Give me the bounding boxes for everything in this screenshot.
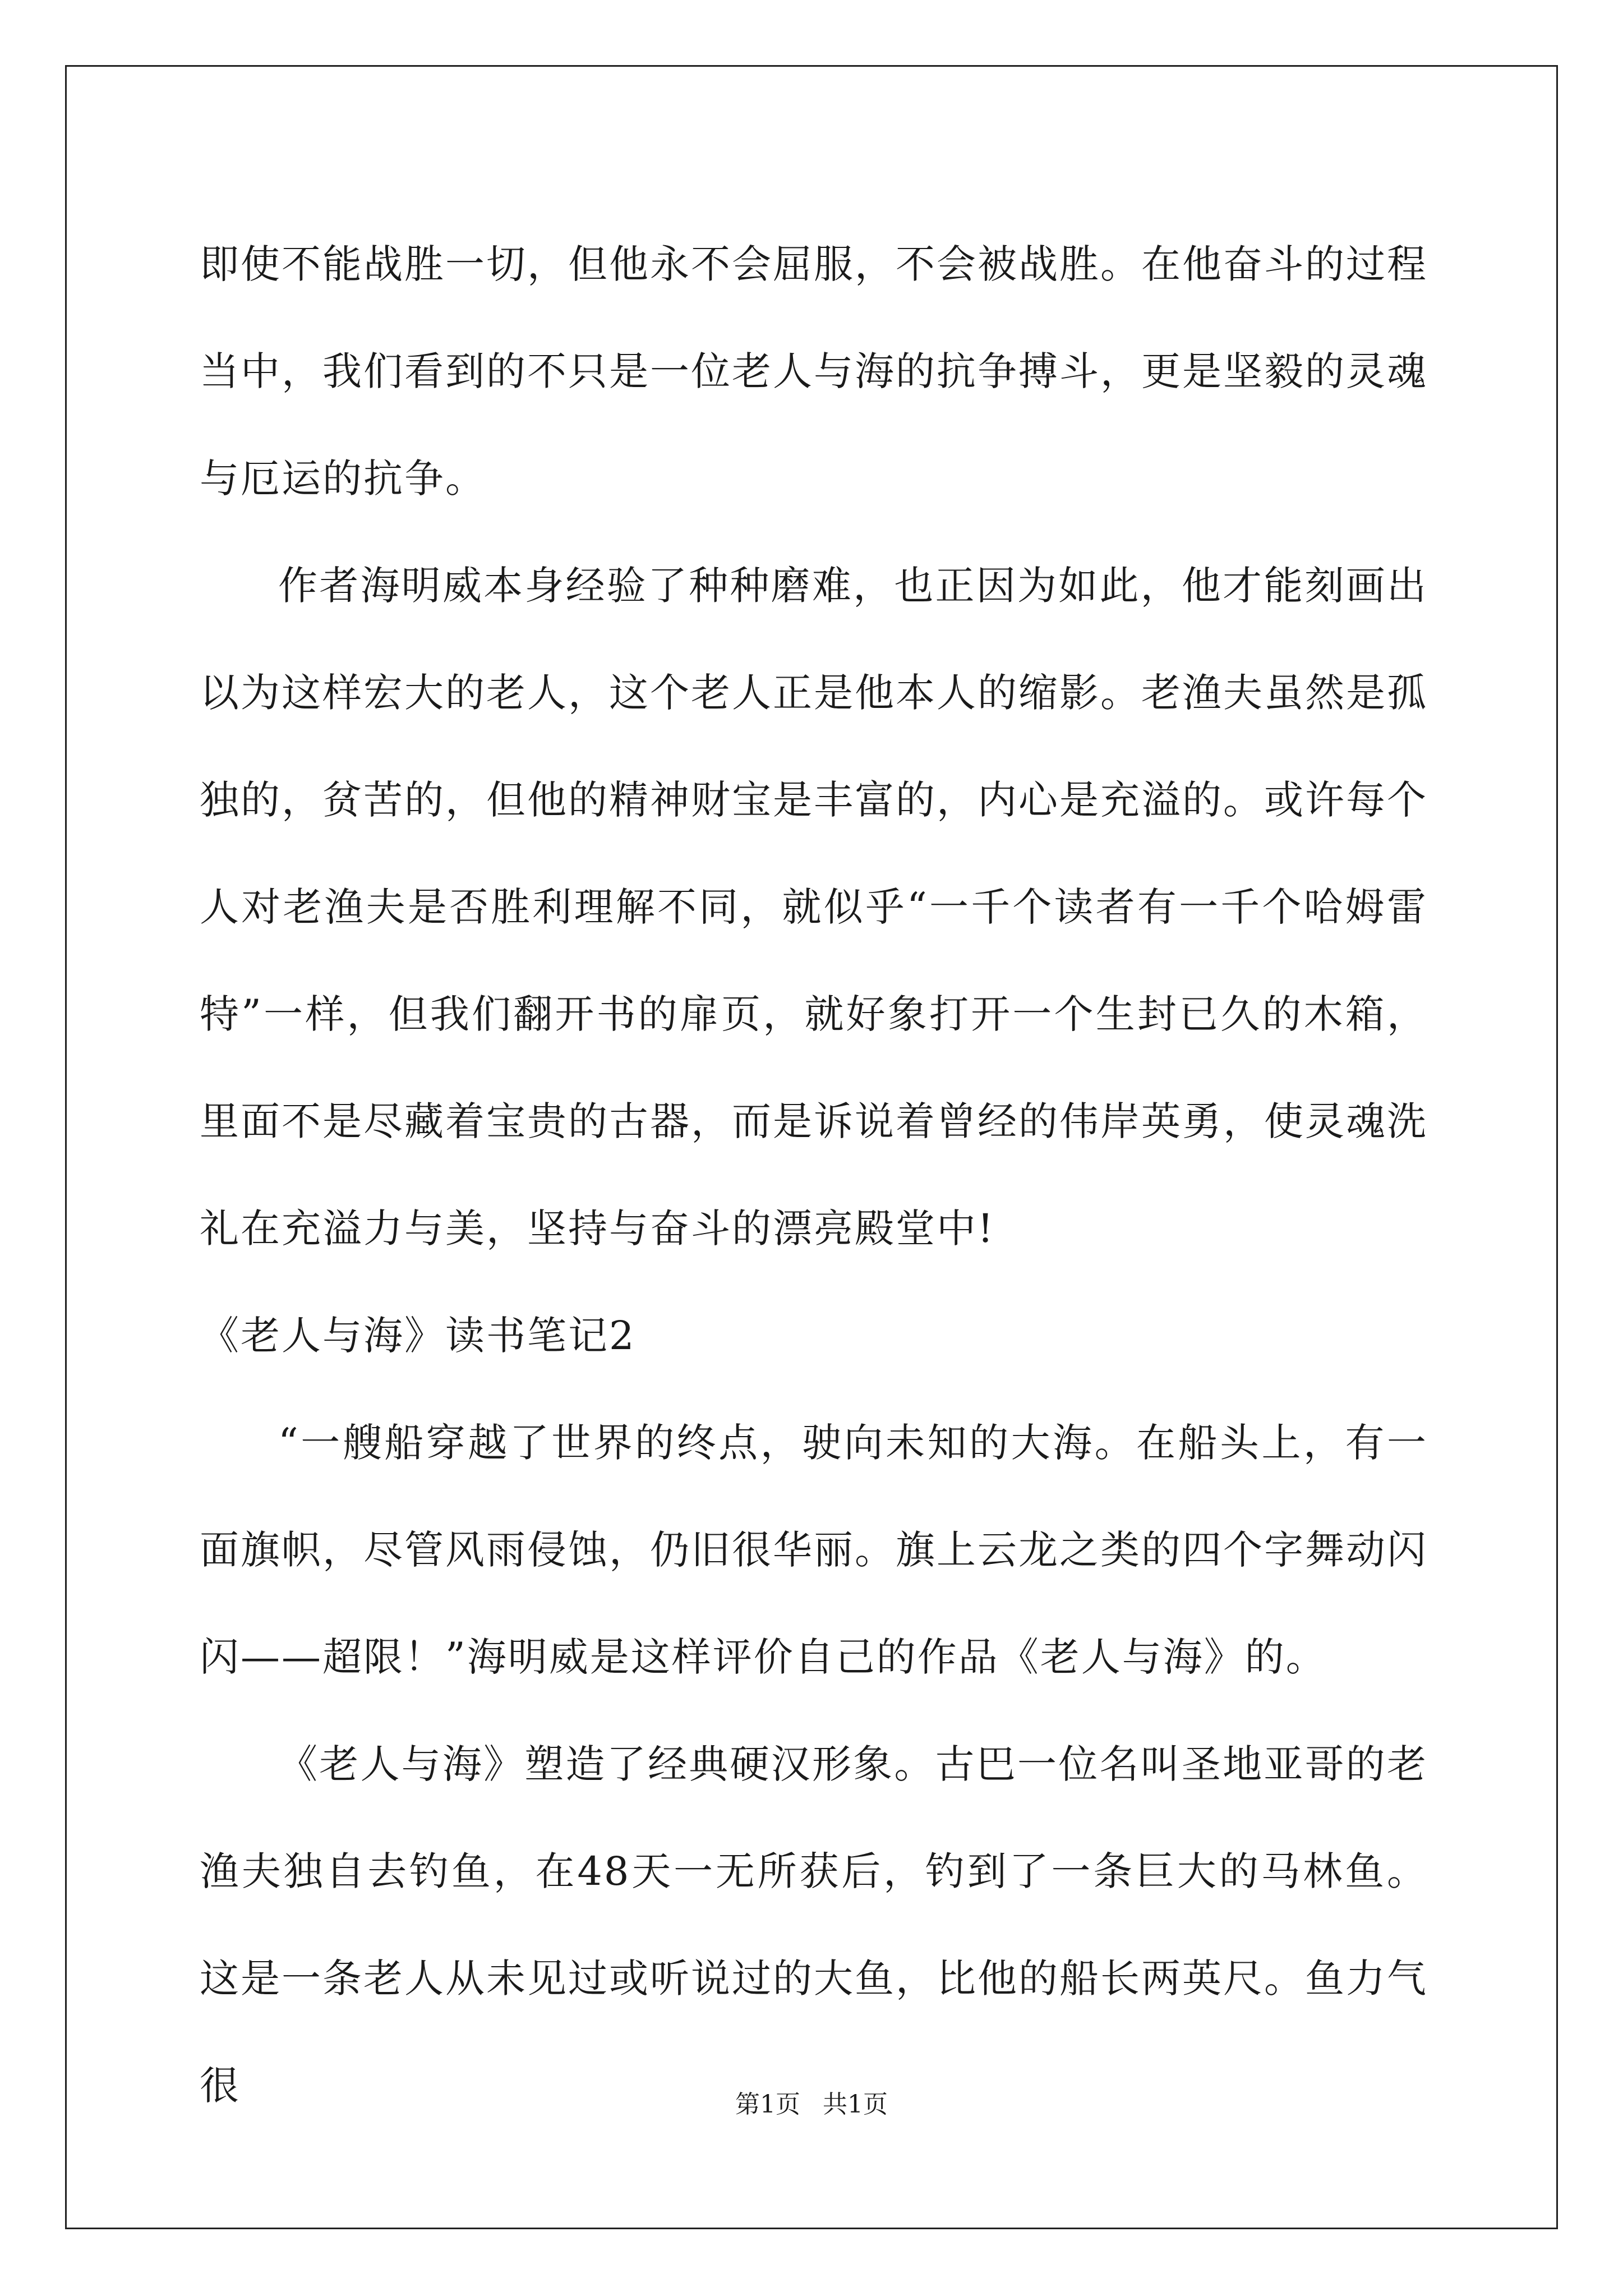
section-heading: 《老人与海》读书笔记2	[200, 1313, 636, 1359]
page-total: 共1页	[823, 2090, 888, 2119]
paragraph-continued: 即使不能战胜一切，但他永不会屈服，不会被战胜。在他奋斗的过程当中，我们看到的不只是一位老人与海的抗争搏斗，更是坚毅的灵魂与厄运的抗争。	[200, 241, 1428, 501]
page-number: 第1页	[735, 2090, 800, 2119]
paragraph-quote: “一艘船穿越了世界的终点，驶向未知的大海。在船头上，有一面旗帜，尽管风雨侵蚀，仍旧很华丽。旗上云龙之类的四个字舞动闪闪——超限！”海明威是这样评价自己的作品《老人与海》的。	[200, 1420, 1428, 1680]
document-body	[200, 211, 1428, 2139]
paragraph-story: 《老人与海》塑造了经典硬汉形象。古巴一位名叫圣地亚哥的老渔夫独自去钓鱼，在48天一无所获后，钓到了一条巨大的马林鱼。这是一条老人从未见过或听说过的大鱼，比他的船长两英尺。鱼力气很	[200, 1741, 1428, 2109]
paragraph-author: 作者海明威本身经验了种种磨难，也正因为如此，他才能刻画出以为这样宏大的老人，这个老人正是他本人的缩影。老渔夫虽然是孤独的，贫苦的，但他的精神财宝是丰富的，内心是充溢的。或许每个人对老渔夫是否胜利理解不同，就似乎“一千个读者有一千个哈姆雷特”一样，但我们翻开书的扉页，就好象打开一个生封已久的木箱，里面不是尽藏着宝贵的古器，而是诉说着曾经的伟岸英勇，使灵魂洗礼在充溢力与美，坚持与奋斗的漂亮殿堂中!	[200, 563, 1428, 1251]
page-footer	[0, 2088, 1623, 2122]
